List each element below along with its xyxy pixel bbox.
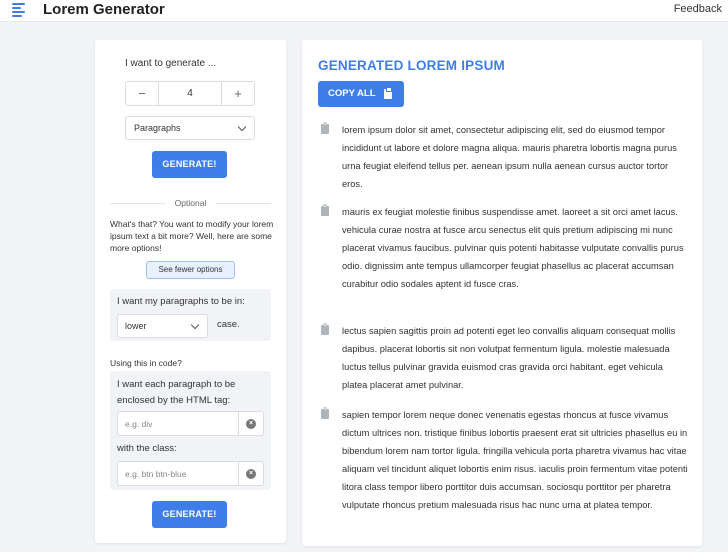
chevron-down-icon (238, 123, 246, 131)
paragraph-text: sapien tempor lorem neque donec venenatis egestas rhoncus at fusce vivamus dictum ultrices non. tristique finibus lobortis praesent erat sit ultricies phasellus eu in bibendum lorem nam tortor ligula. fringilla vehicula porta pharetra vivamus hac vitae aliquam vel tincidunt aliquet lobortis enim risus. iaculis proin fermentum vitae potenti litora class tempor libero porttitor duis accumsan. sociosqu porttitor per pharetra vulputate rhoncus pretium malesuada risus hac nunc urna at platea tempor. (342, 410, 688, 510)
output-panel (302, 40, 702, 546)
html-tag-label: I want each paragraph to be enclosed by the HTML tag: (117, 379, 236, 406)
clear-circle-icon: × (246, 419, 256, 429)
case-label: I want my paragraphs to be in: (117, 296, 245, 307)
clear-class-button[interactable] (238, 462, 263, 485)
hamburger-menu-icon[interactable] (12, 3, 25, 15)
top-bar (0, 0, 728, 22)
unit-select[interactable] (125, 116, 255, 140)
quantity-stepper (125, 81, 255, 106)
class-field (117, 461, 264, 486)
clipboard-icon[interactable] (321, 206, 329, 216)
generate-bottom-button[interactable]: GENERATE! (152, 501, 227, 528)
feedback-link[interactable]: Feedback (673, 3, 722, 15)
optional-label: Optional (174, 198, 207, 208)
decrement-button[interactable]: − (138, 86, 146, 101)
generate-heading: I want to generate ... (125, 58, 217, 69)
class-label: with the class: (117, 443, 177, 454)
increment-button[interactable]: + (234, 86, 242, 101)
clipboard-icon (384, 89, 392, 99)
optional-divider (110, 198, 271, 208)
paragraph-text: mauris ex feugiat molestie finibus suspendisse amet. laoreet a sit orci amet lacus. vehicula curae nostra at fusce arcu senectus elit quis pretium adipiscing mi nunc placerat vivamus faucibus. pulvinar quis potenti habitasse vulputate convallis purus odio. dignissim ante tempus ullamcorper feugiat phasellus ac placerat accumsan curabitur odio sodales aptent id fusce cras. (342, 207, 684, 289)
unit-select-value: Paragraphs (134, 123, 181, 133)
case-select-value: lower (125, 321, 147, 331)
app-title: Lorem Generator (43, 1, 165, 18)
output-title: GENERATED LOREM IPSUM (318, 58, 505, 73)
case-suffix: case. (217, 319, 240, 330)
clear-circle-icon: × (246, 469, 256, 479)
see-fewer-options-button[interactable]: See fewer options (146, 261, 235, 279)
html-tag-field (117, 411, 264, 436)
class-input[interactable] (118, 462, 238, 485)
clear-html-tag-button[interactable] (238, 412, 263, 435)
clipboard-icon[interactable] (321, 409, 329, 419)
generate-button[interactable]: GENERATE! (152, 151, 227, 178)
paragraph-text: lectus sapien sagittis proin ad potenti eget leo convallis aliquam consequat mollis dapibus. placerat lobortis sit non volutpat fermentum ligula. molestie malesuada luctus tellus pulvinar gravida euismod cras gravida orci habitant. eget vehicula platea placerat amet pulvinar. (342, 326, 676, 390)
copy-all-label: COPY ALL (328, 88, 376, 99)
optional-description: What's that? You want to modify your lorem ipsum text a bit more? Well, here are some more options! (110, 219, 274, 253)
clipboard-icon[interactable] (321, 325, 329, 335)
copy-all-button[interactable] (318, 81, 404, 107)
clipboard-icon[interactable] (321, 124, 329, 134)
html-tag-input[interactable] (118, 412, 238, 435)
chevron-down-icon (191, 321, 199, 329)
generator-controls-panel (95, 40, 286, 543)
paragraph-text: lorem ipsum dolor sit amet, consectetur adipiscing elit, sed do eiusmod tempor incididunt ut labore et dolore magna aliqua. mauris pharetra lobortis magna purus urna feugiat eleifend tellus per. aenean ipsum nulla aenean cursus auctor tortor eros. (342, 125, 677, 189)
using-code-label: Using this in code? (110, 358, 182, 368)
case-options-block (110, 289, 271, 341)
html-options-block (110, 371, 271, 490)
case-select[interactable] (117, 314, 208, 338)
quantity-value[interactable]: 4 (158, 82, 222, 105)
